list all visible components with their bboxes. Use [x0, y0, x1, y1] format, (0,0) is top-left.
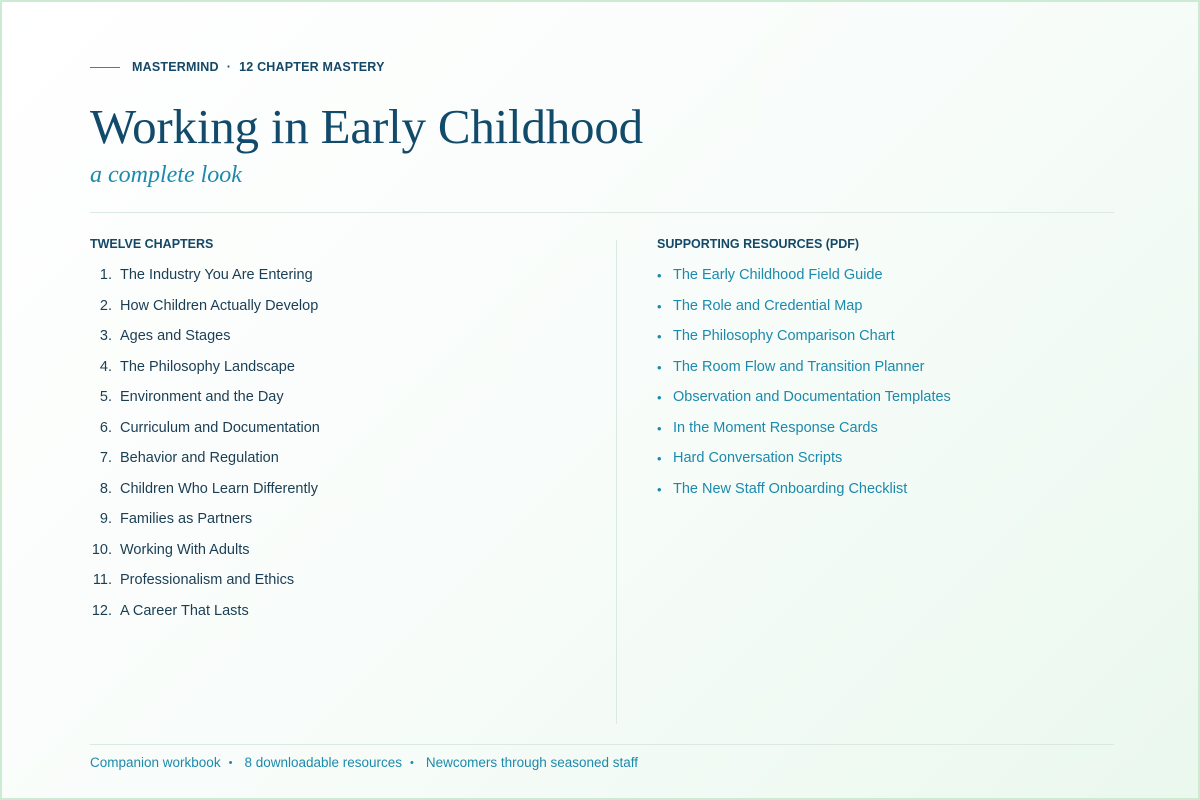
chapter-number: 7.: [99, 450, 112, 466]
footer-separator: •: [410, 756, 414, 769]
chapter-number: 8.: [99, 480, 112, 497]
brand-name: MASTERMIND: [132, 60, 219, 74]
resources-heading: SUPPORTING RESOURCES (PDF): [657, 237, 860, 251]
eyebrow: [90, 60, 385, 74]
resource-item[interactable]: [657, 450, 951, 481]
resource-item[interactable]: [657, 267, 951, 298]
chapter-title: Environment and the Day: [120, 389, 284, 405]
resource-link[interactable]: In the Moment Response Cards: [673, 419, 878, 436]
chapter-title: Working With Adults: [120, 541, 250, 558]
chapters-heading: TWELVE CHAPTERS: [90, 237, 214, 251]
column-divider: [616, 240, 617, 724]
chapter-list: [90, 267, 320, 633]
resource-list: [657, 267, 951, 511]
eyebrow-rule: [90, 67, 120, 68]
bullet-icon: •: [657, 420, 662, 436]
chapter-title: Professionalism and Ethics: [120, 572, 295, 588]
resource-item[interactable]: [657, 298, 951, 329]
chapter-number: 3.: [99, 328, 112, 344]
resource-link[interactable]: Hard Conversation Scripts: [673, 450, 843, 466]
chapter-item: [90, 450, 320, 481]
chapter-item: [90, 511, 320, 542]
chapter-number: 11.: [92, 572, 112, 588]
chapter-number: 10.: [91, 541, 112, 558]
chapter-item: [90, 359, 320, 390]
chapter-item: [90, 328, 320, 359]
bullet-icon: •: [657, 329, 662, 344]
footer: [90, 755, 638, 770]
resource-link[interactable]: The Room Flow and Transition Planner: [673, 358, 925, 375]
chapter-title: The Philosophy Landscape: [120, 358, 295, 375]
page-title: Working in Early Childhood: [90, 99, 643, 154]
chapter-title: Behavior and Regulation: [120, 450, 279, 466]
program-name: 12 CHAPTER MASTERY: [239, 60, 385, 74]
chapter-title: Curriculum and Documentation: [120, 419, 320, 436]
page-subtitle: a complete look: [90, 162, 242, 188]
chapter-title: Families as Partners: [120, 511, 253, 527]
chapter-number: 4.: [99, 358, 112, 375]
chapter-item: [90, 481, 320, 512]
chapter-title: A Career That Lasts: [120, 602, 249, 619]
resource-link[interactable]: Observation and Documentation Templates: [673, 389, 951, 405]
eyebrow-separator: ·: [226, 60, 232, 74]
chapter-item: [90, 267, 320, 298]
chapter-number: 12.: [91, 602, 112, 619]
bullet-icon: •: [657, 451, 662, 466]
resource-item[interactable]: [657, 359, 951, 390]
bottom-divider: [90, 744, 1114, 745]
chapter-title: Children Who Learn Differently: [120, 480, 318, 497]
resource-link[interactable]: The Early Childhood Field Guide: [673, 267, 883, 283]
chapter-number: 6.: [99, 419, 112, 436]
bullet-icon: •: [657, 390, 662, 405]
chapter-item: [90, 420, 320, 451]
resource-link[interactable]: The New Staff Onboarding Checklist: [673, 480, 908, 497]
bullet-icon: •: [657, 268, 662, 283]
resource-link[interactable]: The Role and Credential Map: [673, 297, 863, 314]
chapter-item: [90, 603, 320, 634]
resource-item[interactable]: [657, 328, 951, 359]
chapter-title: The Industry You Are Entering: [120, 267, 313, 283]
chapter-number: 2.: [99, 297, 112, 314]
chapter-title: How Children Actually Develop: [120, 297, 319, 314]
footer-item-audience: Newcomers through seasoned staff: [425, 755, 639, 770]
resource-item[interactable]: [657, 389, 951, 420]
bullet-icon: •: [657, 481, 662, 497]
chapter-item: [90, 298, 320, 329]
resource-item[interactable]: [657, 420, 951, 451]
chapter-item: [90, 542, 320, 573]
chapter-number: 9.: [99, 511, 112, 527]
chapter-item: [90, 572, 320, 603]
resource-link[interactable]: The Philosophy Comparison Chart: [673, 328, 895, 344]
bullet-icon: •: [657, 298, 662, 314]
bullet-icon: •: [657, 359, 662, 375]
footer-item-workbook: Companion workbook: [90, 755, 221, 770]
footer-item-resources: 8 downloadable resources: [244, 755, 403, 770]
top-divider: [90, 212, 1114, 213]
footer-separator: •: [228, 756, 233, 769]
chapter-title: Ages and Stages: [120, 328, 231, 344]
resource-item[interactable]: [657, 481, 951, 512]
chapter-number: 1.: [99, 267, 112, 283]
chapter-number: 5.: [99, 389, 112, 405]
chapter-item: [90, 389, 320, 420]
